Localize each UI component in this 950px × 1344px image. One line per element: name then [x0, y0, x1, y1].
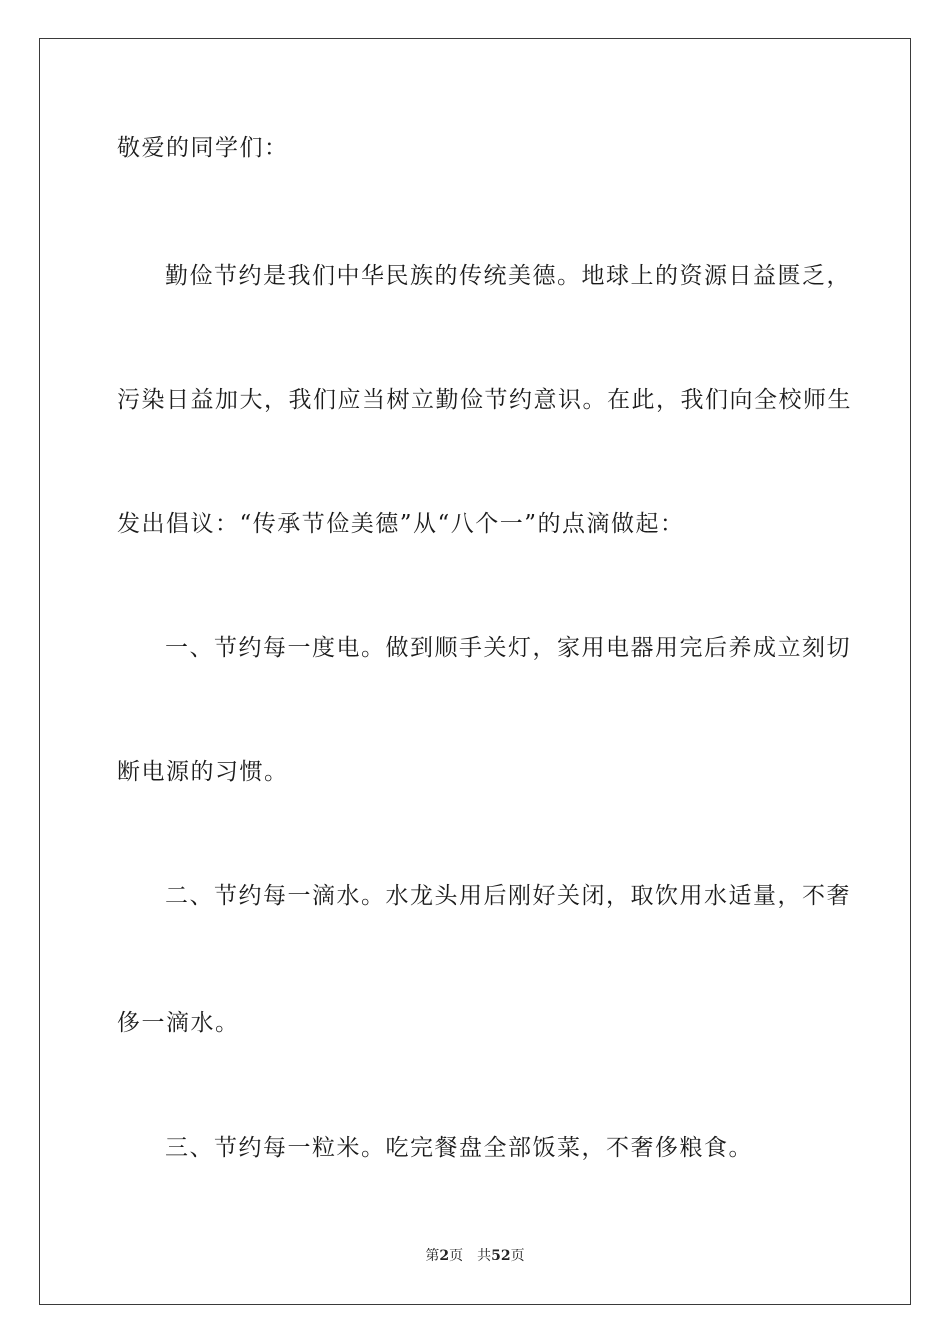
- item-one-line-2: 断电源的习惯。: [117, 759, 289, 785]
- item-two-line-1: 二、节约每一滴水。水龙头用后刚好关闭，取饮用水适量，不奢: [165, 883, 851, 909]
- paragraph-line-1: 勤俭节约是我们中华民族的传统美德。地球上的资源日益匮乏，: [165, 263, 851, 289]
- page-footer: [0, 1247, 950, 1265]
- page-prefix: 第: [425, 1248, 440, 1264]
- item-one-line-1: 一、节约每一度电。做到顺手关灯，家用电器用完后养成立刻切: [165, 635, 851, 661]
- current-page-number: 2: [439, 1248, 450, 1264]
- salutation: 敬爱的同学们：: [117, 135, 289, 161]
- page-border: [39, 38, 911, 1305]
- total-unit: 页: [510, 1248, 525, 1264]
- paragraph-line-3: 发出倡议：“传承节俭美德”从“八个一”的点滴做起：: [117, 511, 685, 537]
- item-three-line-1: 三、节约每一粒米。吃完餐盘全部饭菜，不奢侈粮食。: [165, 1135, 753, 1161]
- page-unit: 页: [449, 1248, 464, 1264]
- item-two-line-2: 侈一滴水。: [117, 1010, 240, 1036]
- total-prefix: 共: [477, 1248, 492, 1264]
- total-page-number: 52: [491, 1248, 511, 1264]
- paragraph-line-2: 污染日益加大，我们应当树立勤俭节约意识。在此，我们向全校师生: [117, 387, 852, 413]
